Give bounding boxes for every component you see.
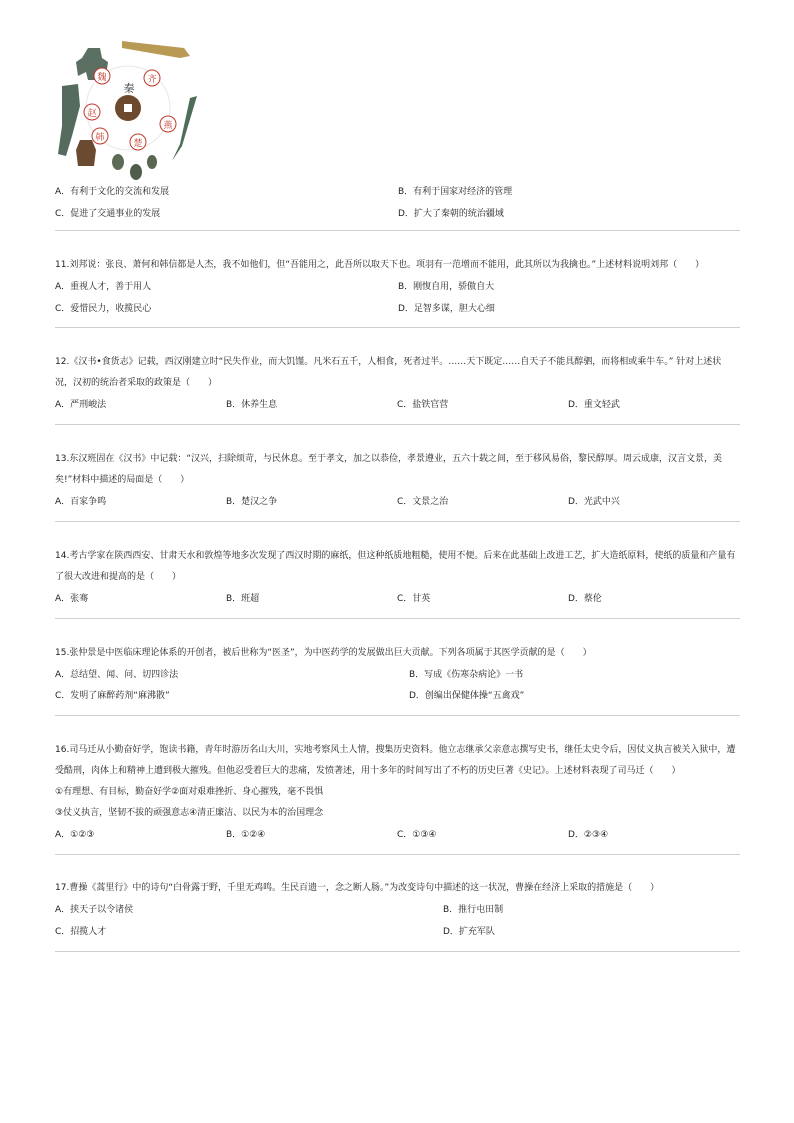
q17-option-c[interactable]: C．招揽人才 xyxy=(55,927,107,937)
q15-option-b[interactable]: B．写成《伤寒杂病论》一书 xyxy=(409,670,524,680)
q14-stem-line2: 了很大改进和提高的是（ ） xyxy=(55,572,182,582)
q15-option-a[interactable]: A．总结望、闻、问、切四诊法 xyxy=(55,670,179,680)
q10-option-c[interactable]: C．促进了交通事业的发展 xyxy=(55,209,161,219)
q11-option-a[interactable]: A．重视人才，善于用人 xyxy=(55,282,152,292)
ant-nose-coin-1 xyxy=(112,154,124,170)
q13-stem-line2: 矣!”材料中描述的局面是（ ） xyxy=(55,475,190,485)
q13-stem-line1: 13.东汉班固在《汉书》中记载：“汉兴，扫除烦苛，与民休息。至于孝文，加之以恭俭，孝景遵业，五六十载之间，至于移风易俗，黎民醇厚。周云成康，汉言文景，美 xyxy=(55,454,722,464)
q12-option-a[interactable]: A．严刑峻法 xyxy=(55,400,107,410)
q14-option-d[interactable]: D．蔡伦 xyxy=(568,594,602,604)
q17-option-d[interactable]: D．扩充军队 xyxy=(443,927,495,937)
q12-stem-line1: 12.《汉书•食货志》记载，西汉刚建立时“民失作业，而大饥馑。凡米石五千，人相食，死者过半。……天下既定……自天子不能具醇驷，而将相或乘牛车。” 针对上述状 xyxy=(55,357,722,367)
q12-option-b[interactable]: B．休养生息 xyxy=(226,400,278,410)
divider xyxy=(55,230,740,231)
q10-option-d[interactable]: D．扩大了秦朝的统治疆域 xyxy=(398,209,504,219)
knife-coin-top xyxy=(122,41,190,58)
state-label-zhao: 赵 xyxy=(87,109,97,119)
q14-option-b[interactable]: B．班超 xyxy=(226,594,260,604)
divider xyxy=(55,618,740,619)
q16-stem-line4: ③仗义执言，坚韧不拔的顽强意志④清正廉洁、以民为本的治国理念 xyxy=(55,808,324,818)
q11-option-c[interactable]: C．爱惜民力，收揽民心 xyxy=(55,304,152,314)
q13-option-c[interactable]: C．文景之治 xyxy=(397,497,449,507)
q16-option-b[interactable]: B．①②④ xyxy=(226,830,266,840)
divider xyxy=(55,951,740,952)
divider xyxy=(55,521,740,522)
q17-option-b[interactable]: B．推行屯田制 xyxy=(443,905,504,915)
divider xyxy=(55,715,740,716)
q14-stem-line1: 14.考古学家在陕西西安、甘肃天水和敦煌等地多次发现了西汉时期的麻纸，但这种纸质地粗糙，使用不便。后来在此基础上改进工艺，扩大造纸原料，使纸的质量和产量有 xyxy=(55,551,736,561)
coin-map-figure xyxy=(52,36,202,186)
q16-option-d[interactable]: D．②③④ xyxy=(568,830,609,840)
q15-option-c[interactable]: C．发明了麻醉药剂“麻沸散” xyxy=(55,691,170,701)
state-label-yan: 燕 xyxy=(163,121,173,131)
spade-coin-left xyxy=(58,84,80,156)
q10-option-b[interactable]: B．有利于国家对经济的管理 xyxy=(398,187,513,197)
q11-stem: 11.刘邦说：张良、萧何和韩信都是人杰，我不如他们，但“吾能用之，此吾所以取天下也。项羽有一范增而不能用，此其所以为我擒也。”上述材料说明刘邦（ ） xyxy=(55,260,705,270)
knife-coin-right xyxy=(172,96,197,161)
q14-option-a[interactable]: A．张骞 xyxy=(55,594,89,604)
spade-coin-bottom xyxy=(76,140,96,166)
q17-option-a[interactable]: A．挟天子以令诸侯 xyxy=(55,905,134,915)
q10-option-a[interactable]: A．有利于文化的交流和发展 xyxy=(55,187,170,197)
divider xyxy=(55,424,740,425)
q15-stem: 15.张仲景是中医临床理论体系的开创者，被后世称为“医圣”，为中医药学的发展做出巨大贡献。下列各项属于其医学贡献的是（ ） xyxy=(55,648,592,658)
q16-stem-line2: 受酷刑，肉体上和精神上遭到极大摧残。但他忍受着巨大的悲痛，发愤著述，用十多年的时间写出了不朽的历史巨著《史记》。上述材料表现了司马迁（ ） xyxy=(55,766,681,776)
divider xyxy=(55,854,740,855)
q16-stem-line3: ①有理想、有目标，勤奋好学②面对艰难挫折、身心摧残，毫不畏惧 xyxy=(55,787,324,797)
q13-option-a[interactable]: A．百家争鸣 xyxy=(55,497,107,507)
q16-option-a[interactable]: A．①②③ xyxy=(55,830,95,840)
q17-stem: 17.曹操《蒿里行》中的诗句“白骨露于野，千里无鸡鸣。生民百遗一，念之断人肠。”为改变诗句中描述的这一状况，曹操在经济上采取的措施是（ ） xyxy=(55,883,660,893)
q15-option-d[interactable]: D．创编出保健体操“五禽戏” xyxy=(409,691,525,701)
q16-stem-line1: 16.司马迁从小勤奋好学，饱读书籍，青年时游历名山大川，实地考察风土人情，搜集历史资料。他立志继承父亲意志撰写史书，继任太史令后，因仗义执言被关入狱中，遭 xyxy=(55,745,736,755)
q13-option-b[interactable]: B．楚汉之争 xyxy=(226,497,278,507)
q12-option-d[interactable]: D．重文轻武 xyxy=(568,400,620,410)
divider xyxy=(55,327,740,328)
q13-option-d[interactable]: D．光武中兴 xyxy=(568,497,620,507)
q12-stem-line2: 况，汉初的统治者采取的政策是（ ） xyxy=(55,378,218,388)
q12-option-c[interactable]: C．盐铁官营 xyxy=(397,400,449,410)
q16-option-c[interactable]: C．①③④ xyxy=(397,830,437,840)
q14-option-c[interactable]: C．甘英 xyxy=(397,594,431,604)
state-label-chu: 楚 xyxy=(133,139,143,149)
ant-nose-coin-3 xyxy=(147,155,157,169)
state-label-qi: 齐 xyxy=(147,75,157,85)
state-label-wei: 魏 xyxy=(97,73,107,83)
q11-option-b[interactable]: B．刚愎自用，骄傲自大 xyxy=(398,282,495,292)
ant-nose-coin-2 xyxy=(130,164,142,180)
state-label-qin: 秦 xyxy=(123,83,135,95)
state-label-han: 韩 xyxy=(95,133,105,143)
q11-option-d[interactable]: D．足智多谋，胆大心细 xyxy=(398,304,495,314)
